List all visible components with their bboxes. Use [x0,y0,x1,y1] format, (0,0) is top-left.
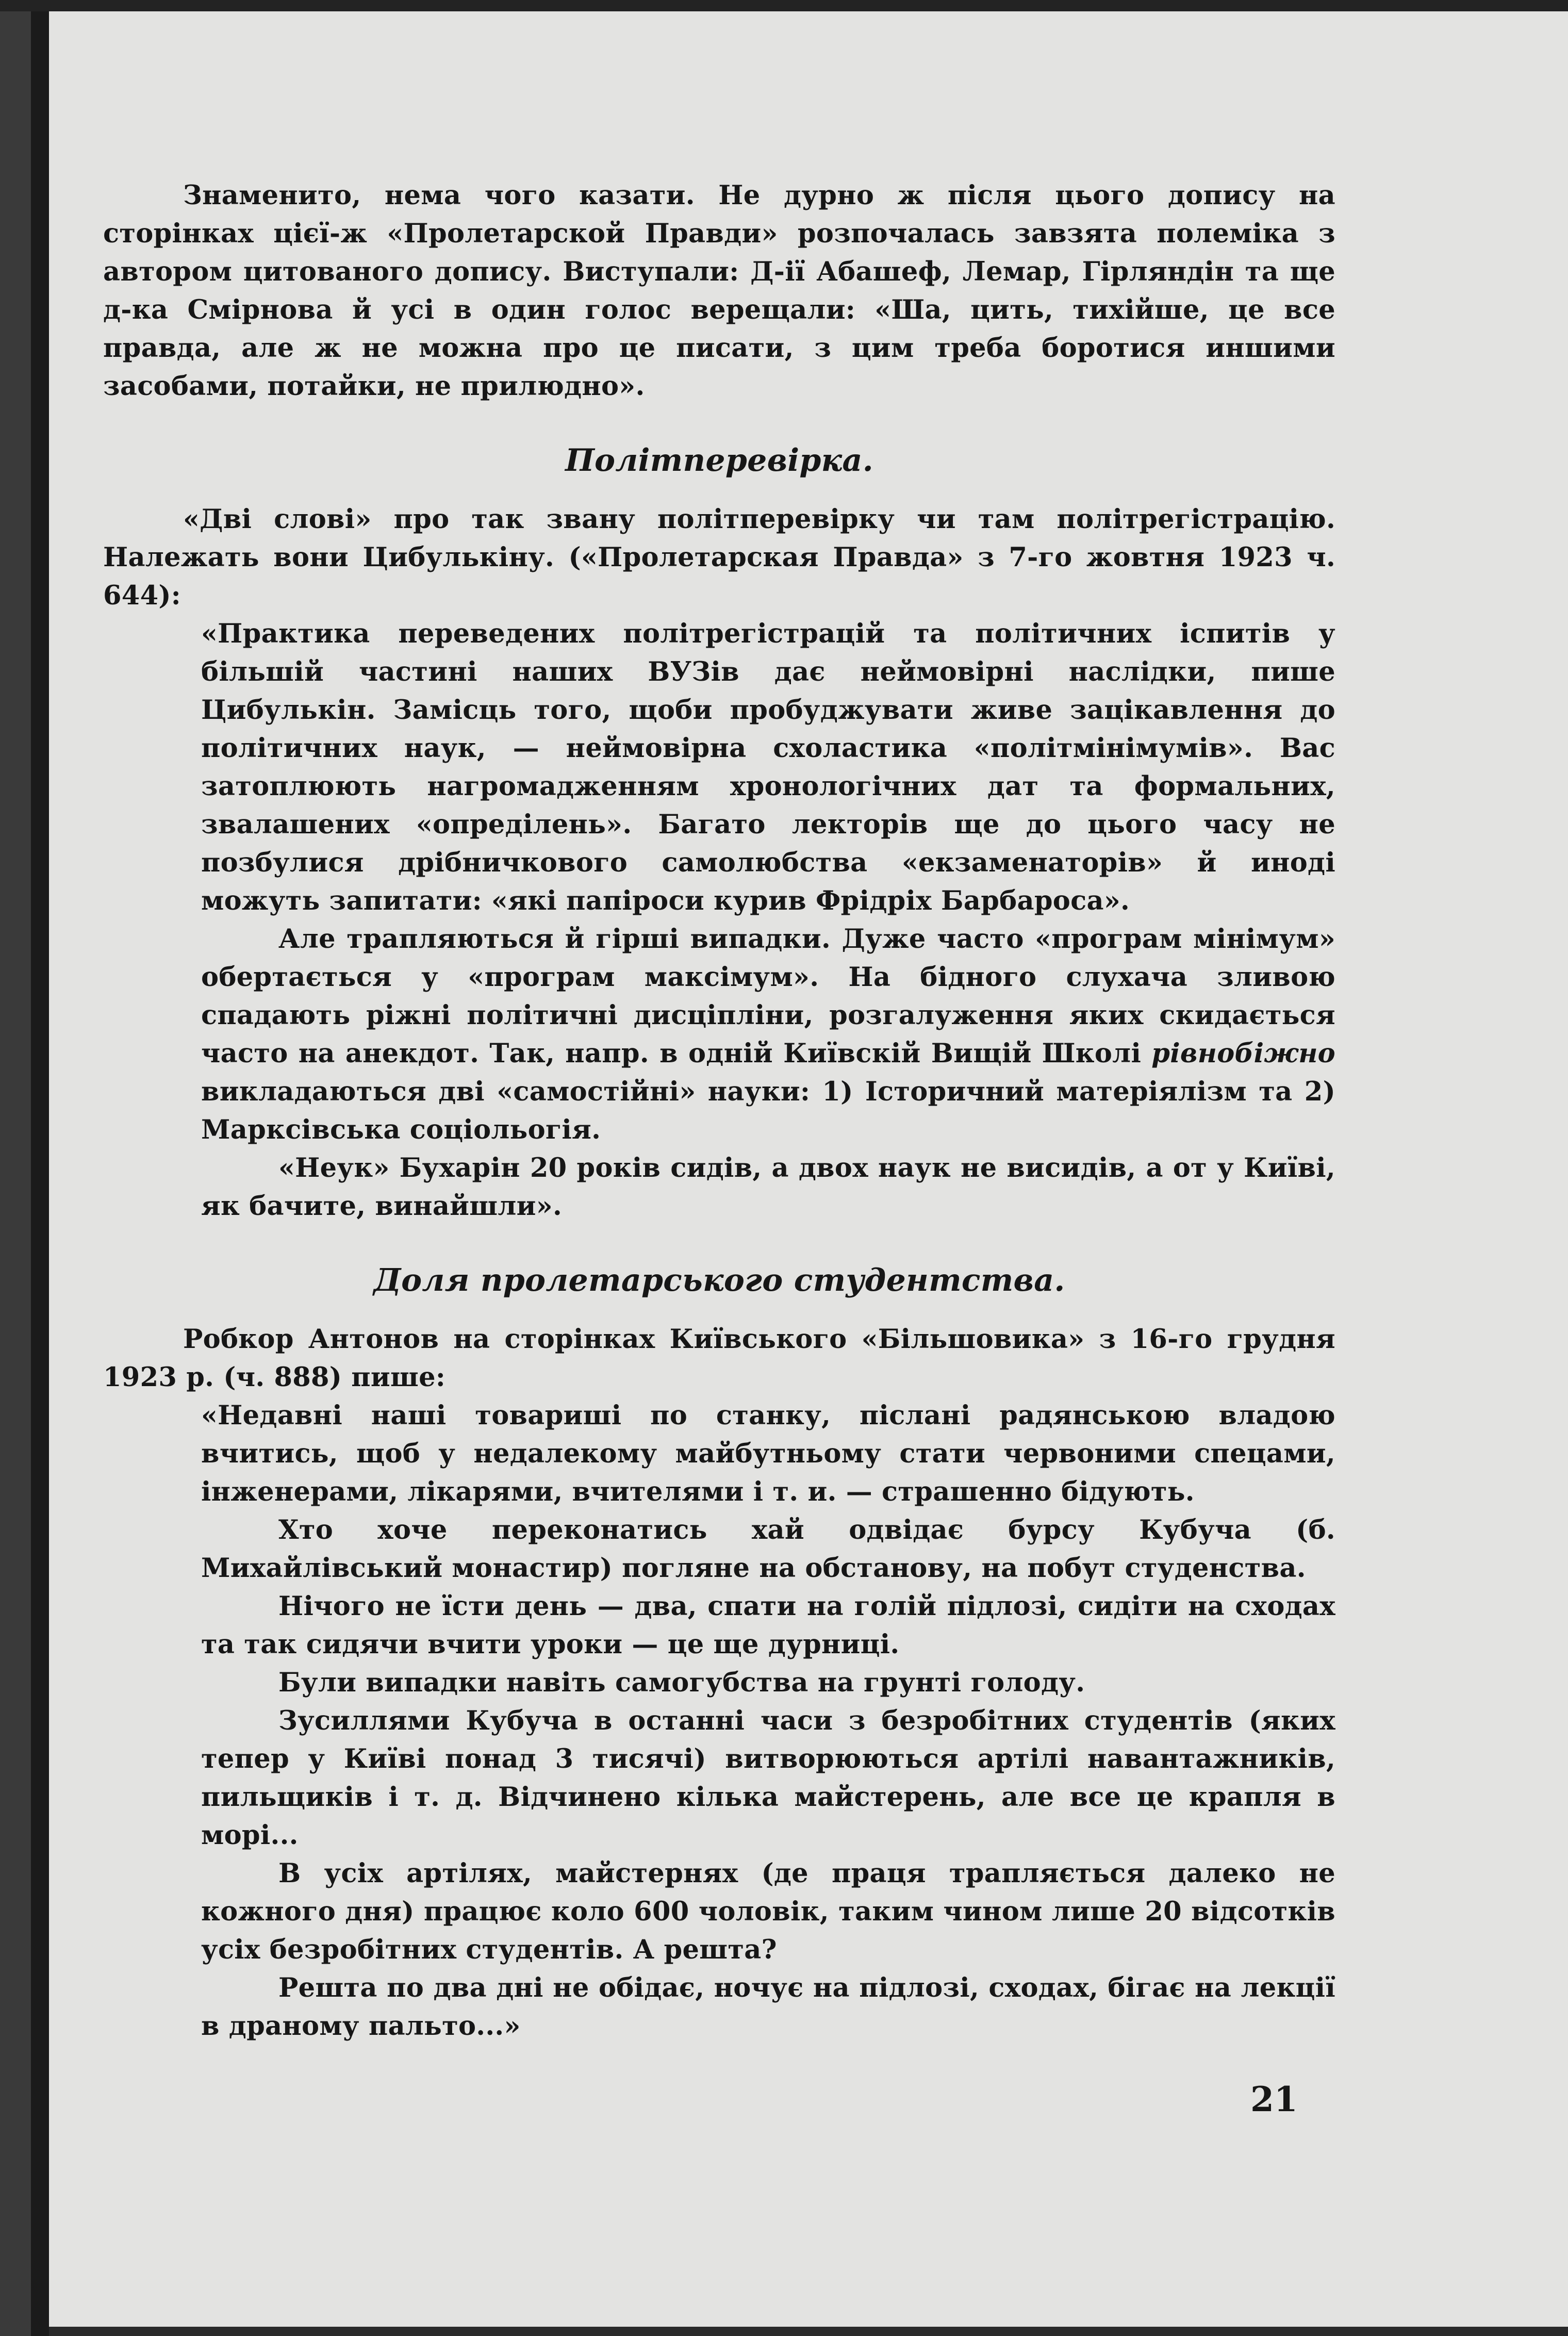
section1-quote-paragraph-1: «Практика переведених політрегістрацій та політичних іспитів у більшій частині наших ВУЗів дає неймовірні наслідки, пише Цибулькін. Замісць того, щоби пробуджувати живе зацікавлення до політичних наук, — неймовірна схоластика «політмінімумів». Вас затоплюють нагромадженням хронологічних дат та формальних, звалашених «опреділень». Багато лекторів ще до цього часу не позбулися дрібничкового самолюбства «екзаменаторів» й иноді можуть запитати: «які папіроси курив Фрідріх Барбароса». [201,618,1335,916]
section1-quote-paragraph-3: «Неук» Бухарін 20 років сидів, а двох наук не висидів, а от у Київі, як бачите, винайшли». [201,1153,1335,1222]
section1-quote-paragraph-2 [201,920,1335,1149]
section2-quote-paragraph-1: «Недавні наші товариші по станку, післані радянською владою вчитись, щоб у недалекому майбутньому стати червоними спецами, інженерами, лікарями, вчителями і т. и. — страшенно бідують. [201,1400,1335,1507]
section1-quote-paragraph-2-text-a: Але трапляються й гірші випадки. Дуже часто «програм мінімум» обертається у «програм максімум». На бідного слухача зливою спадають ріжні політичні дисціпліни, розгалуження яких скидається часто на анекдот. Так, напр. в одній Київскій Вищій Школі [201,924,1335,1069]
intro-paragraph: Знаменито, нема чого казати. Не дурно ж після цього допису на сторінках цієї-ж «Пролетарской Правди» розпочалась завзята полеміка з автором цитованого допису. Виступали: Д-ії Абашеф, Лемар, Гірляндін та ще д-ка Смірнова й усі в один голос верещали: «Ша, цить, тихійше, це все правда, але ж не можна про це писати, з цим треба боротися иншими засобами, потайки, не прилюдно». [103,180,1335,402]
section1-quote-emphasis: рівнобіжно [1151,1038,1335,1069]
section2-quote-paragraph-3: Нічого не їсти день — два, спати на голій підлозі, сидіти на сходах та так сидячи вчити уроки — це ще дурниці. [201,1591,1335,1660]
section2-quote-paragraph-4: Були випадки навіть самогубства на грунті голоду. [278,1667,1085,1698]
page-body [103,176,1335,2045]
section2-quote [103,1396,1335,2045]
page-number: 21 [1250,2079,1298,2119]
section1-lead: «Дві слові» про так звану політперевірку чи там політрегістрацію. Належать вони Цибулькіну. («Пролетарская Правда» з 7-го жовтня 1923 ч. 644): [103,504,1335,611]
section2-quote-paragraph-2: Хто хоче переконатись хай одвідає бурсу Кубуча (б. Михайлівський монастир) погляне на обстанову, на побут студенства. [201,1515,1335,1584]
scan-border-top [0,0,1568,11]
section-heading-politperevirka: Політперевірка. [565,442,873,479]
section1-quote [103,615,1335,1225]
section1-quote-paragraph-2-text-b: викладаються дві «самостійні» науки: 1) Історичний матеріялізм та 2) Марксівська соціольогія. [201,1076,1335,1145]
section2-quote-paragraph-6: В усіх артілях, майстернях (де праця трапляється далеко не кожного дня) працює коло 600 чоловік, таким чином лише 20 відсотків усіх безробітних студентів. А решта? [201,1858,1335,1965]
section2-quote-paragraph-7: Решта по два дні не обідає, ночує на підлозі, сходах, бігає на лекції в драному пальто...» [201,1972,1335,2042]
section2-lead: Робкор Антонов на сторінках Київського «Більшовика» з 16-го грудня 1923 р. (ч. 888) пише: [103,1324,1335,1393]
section-heading-dolya-studentstva: Доля пролетарського студентства. [373,1262,1065,1298]
scan-gutter-shadow [31,0,49,2336]
scan-border-left [0,0,31,2336]
section2-quote-paragraph-5: Зусиллями Кубуча в останні часи з безробітних студентів (яких тепер у Київі понад 3 тисячі) витворюються артілі навантажників, пильщиків і т. д. Відчинено кілька майстерень, але все це крапля в морі... [201,1705,1335,1851]
book-page [49,11,1568,2327]
